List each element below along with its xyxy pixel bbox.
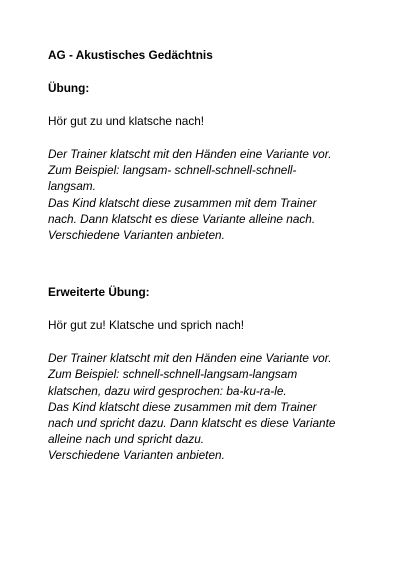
- section-heading-extended-exercise: Erweiterte Übung:: [48, 285, 150, 300]
- exercise-description: [48, 146, 378, 243]
- description-line: Das Kind klatscht diese zusammen mit dem Trainer: [48, 399, 317, 414]
- description-line: klatschen, dazu wird gesprochen: ba-ku-ra-le.: [48, 383, 287, 398]
- extended-exercise-description: [48, 350, 378, 463]
- description-line: Zum Beispiel: langsam- schnell-schnell-schnell-: [48, 163, 297, 178]
- document-title: AG - Akustisches Gedächtnis: [48, 48, 213, 62]
- description-line: nach und spricht dazu. Dann klatscht es diese Variante: [48, 416, 336, 431]
- description-line: Das Kind klatscht diese zusammen mit dem Trainer: [48, 195, 317, 210]
- spacer: [48, 243, 378, 284]
- section-heading-exercise: Übung:: [48, 81, 90, 95]
- description-line: Verschiedene Varianten anbieten.: [48, 448, 225, 463]
- description-line: alleine nach und spricht dazu.: [48, 432, 205, 447]
- description-line: Zum Beispiel: schnell-schnell-langsam-langsam: [48, 367, 298, 382]
- spacer: [48, 129, 378, 146]
- spacer: [48, 63, 378, 80]
- description-line: nach. Dann klatscht es diese Variante alleine nach.: [48, 211, 316, 226]
- description-line: langsam.: [48, 179, 96, 194]
- description-line: Der Trainer klatscht mit den Händen eine Variante vor.: [48, 147, 332, 161]
- spacer: [48, 96, 378, 113]
- spacer: [48, 333, 378, 350]
- extended-exercise-instruction: Hör gut zu! Klatsche und sprich nach!: [48, 318, 245, 333]
- section-exercise: [48, 80, 378, 243]
- description-line: Verschiedene Varianten anbieten.: [48, 228, 225, 243]
- exercise-instruction: Hör gut zu und klatsche nach!: [48, 114, 205, 128]
- spacer: [48, 300, 378, 317]
- description-line: Der Trainer klatscht mit den Händen eine Variante vor.: [48, 351, 332, 366]
- section-extended-exercise: [48, 284, 378, 463]
- document-page: [48, 47, 378, 464]
